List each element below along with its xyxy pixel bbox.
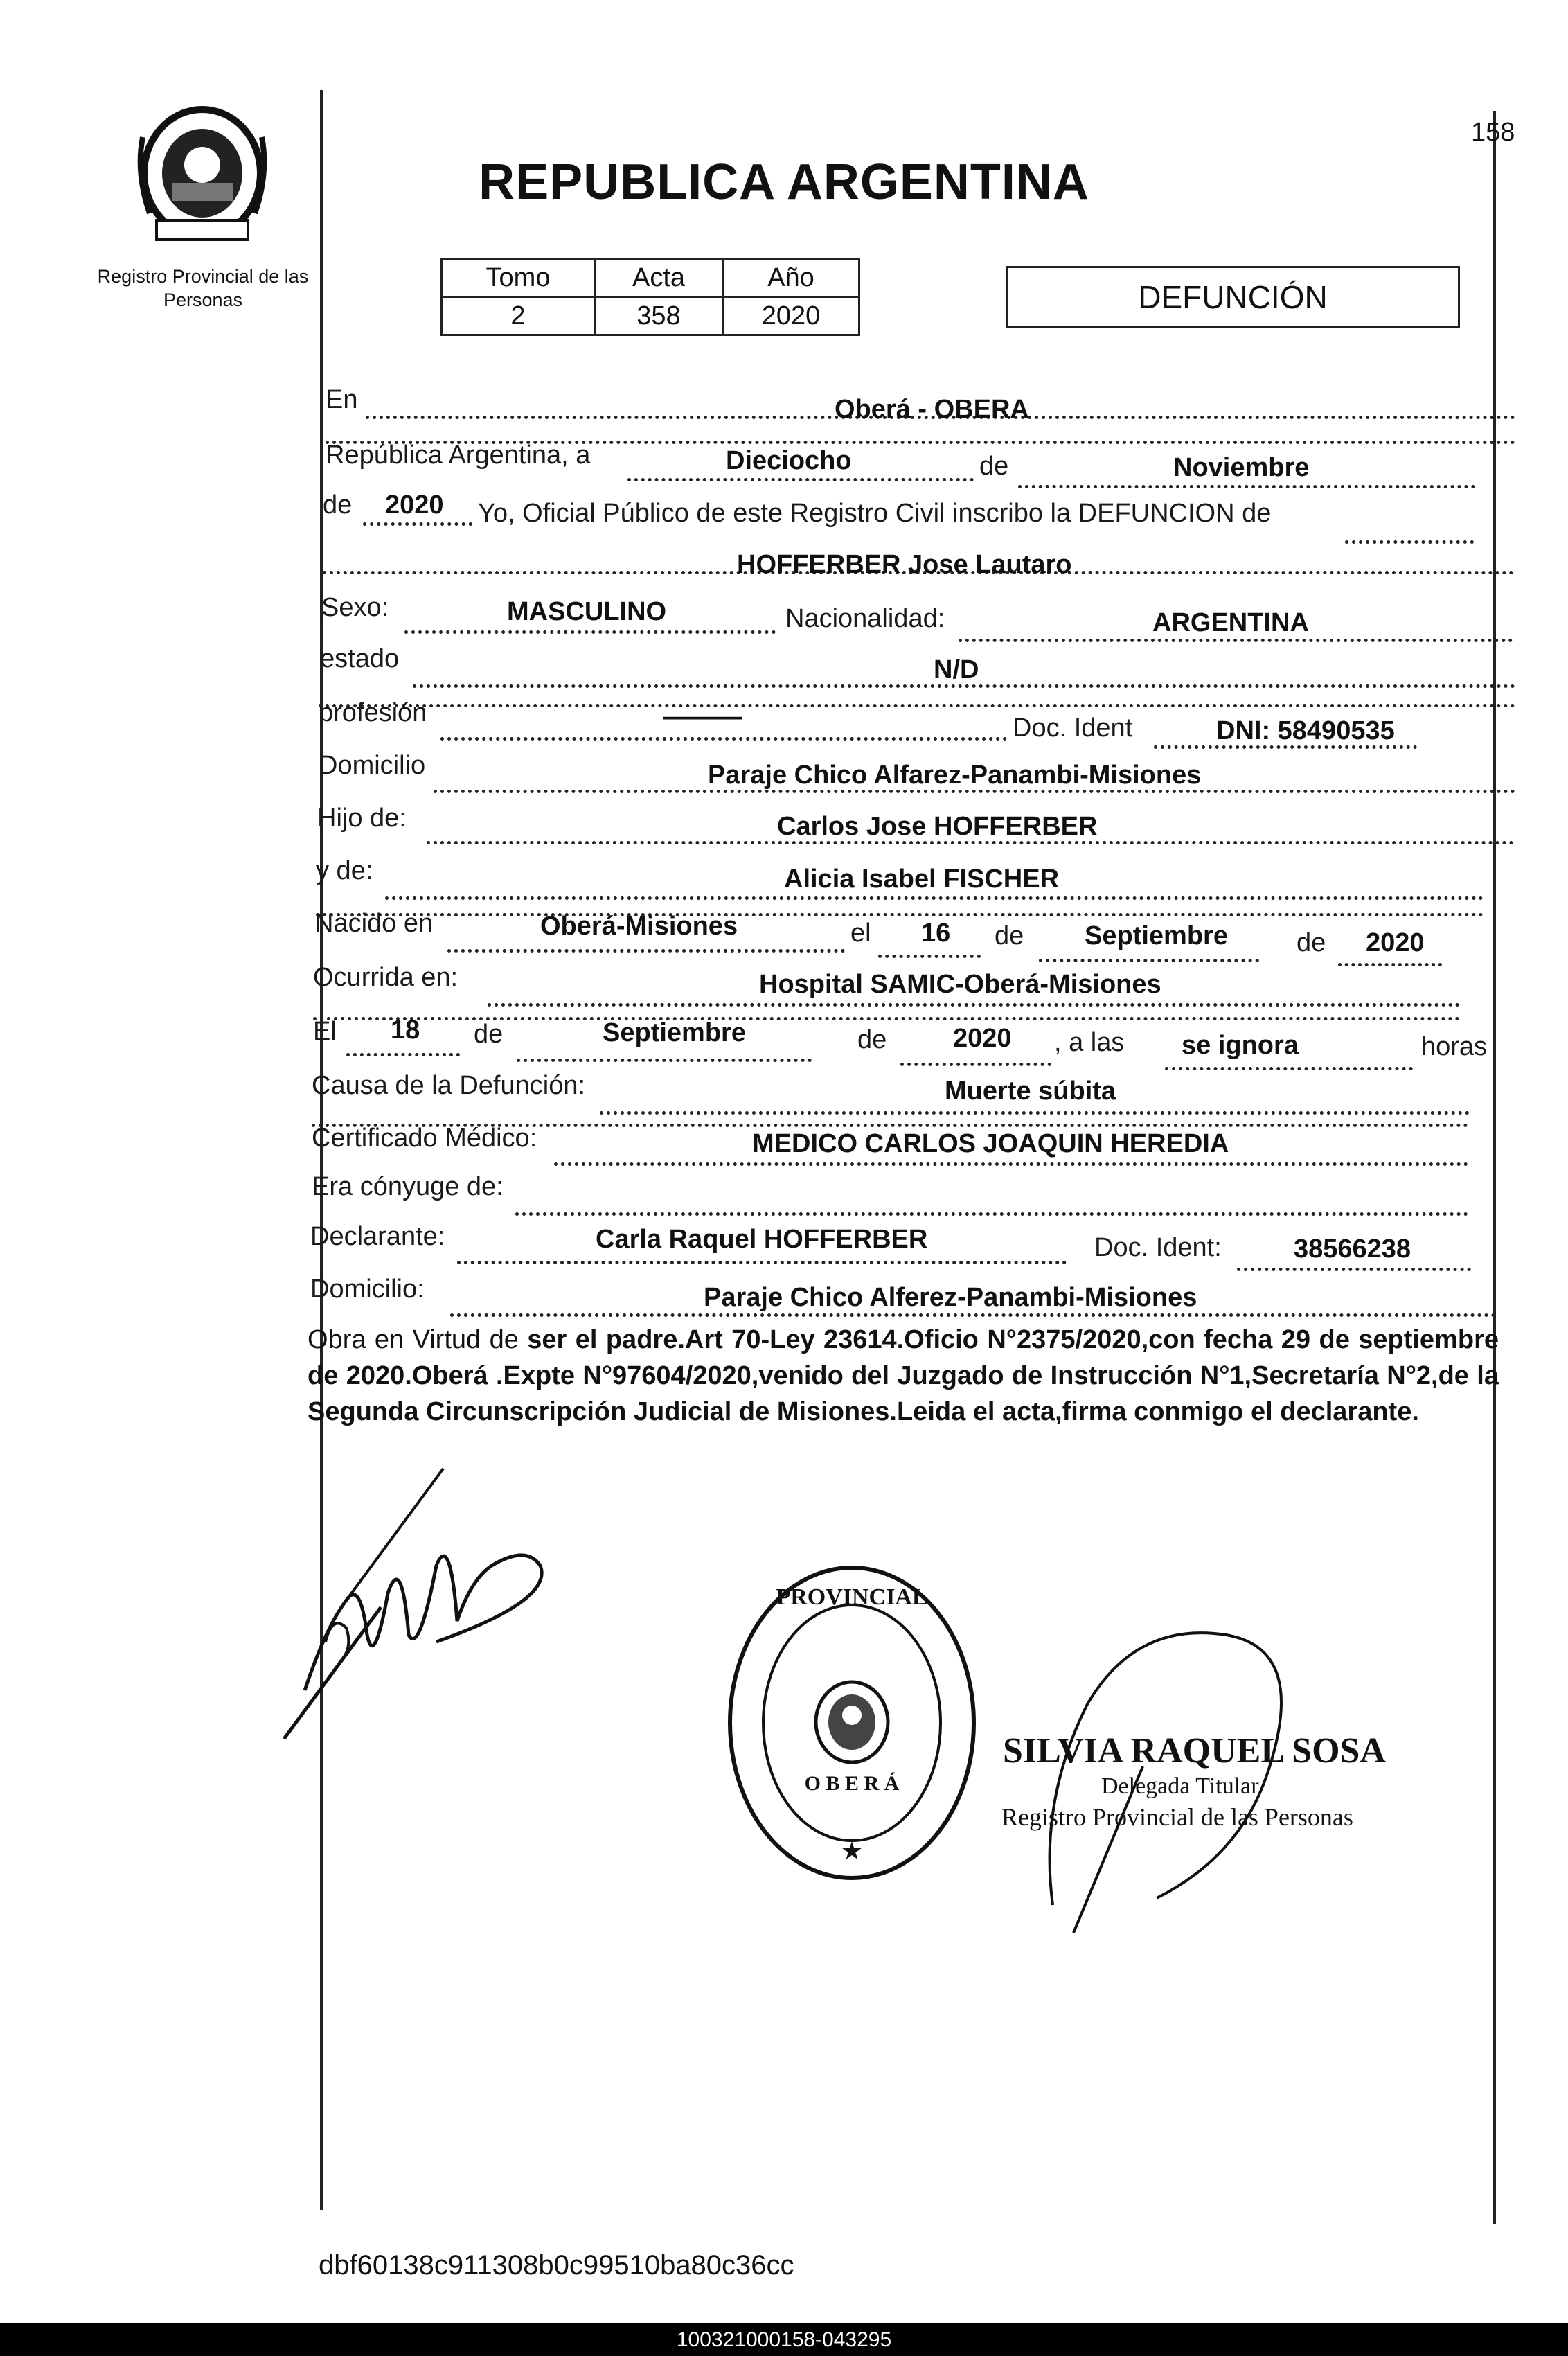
doc2-value: 38566238 <box>1294 1234 1411 1264</box>
domicilio2-value: Paraje Chico Alferez-Panambi-Misiones <box>704 1283 1197 1312</box>
acta-value: 358 <box>595 297 723 335</box>
dotted-line <box>447 949 845 953</box>
alas-label: , a las <box>1054 1028 1125 1057</box>
padre-value: Carlos Jose HOFFERBER <box>777 812 1098 841</box>
dia-value: Dieciocho <box>726 446 852 475</box>
hijo-label: Hijo de: <box>317 804 407 833</box>
domicilio-label: Domicilio <box>319 751 426 780</box>
dotted-line <box>1345 540 1474 544</box>
dotted-line <box>440 737 1007 741</box>
de-label-3: de <box>995 921 1024 950</box>
document-hash: dbf60138c911308b0c99510ba80c36cc <box>319 2250 794 2280</box>
nacido-value: Oberá-Misiones <box>540 912 738 941</box>
official-name: SILVIA RAQUEL SOSA <box>1003 1731 1386 1771</box>
el2-label: El <box>313 1017 337 1046</box>
dotted-line <box>627 478 974 481</box>
dotted-line <box>404 630 776 634</box>
def-dia-value: 18 <box>391 1016 420 1045</box>
doc-label: Doc. Ident <box>1013 714 1133 743</box>
svg-text:★: ★ <box>840 1836 864 1865</box>
obra-text: ser el padre.Art 70-Ley 23614.Oficio N°2375/2020,con fecha 29 de septiembre de 2020.Oberá .Expte N°97604/2020,venido del Juzgado de Instrucción N°1,Secretaría N°2,de la Segunda Circunscripción Judicial de Misiones.Leida el acta,firma conmigo el declarante. <box>308 1325 1499 1426</box>
certificado-label: Certificado Médico: <box>312 1124 537 1153</box>
mes-value: Noviembre <box>1173 453 1310 482</box>
dotted-line <box>517 1059 812 1062</box>
sexo-label: Sexo: <box>321 593 389 622</box>
en-label: En <box>326 385 358 414</box>
de-label-1: de <box>979 452 1009 481</box>
document-type-box <box>1006 266 1460 328</box>
nacionalidad-label: Nacionalidad: <box>785 604 945 633</box>
dotted-line <box>1237 1268 1471 1271</box>
tomo-value: 2 <box>442 297 595 335</box>
def-mes-value: Septiembre <box>603 1018 746 1047</box>
dotted-line <box>312 1124 1468 1127</box>
doc2-label: Doc. Ident: <box>1094 1233 1222 1262</box>
official-org: Registro Provincial de las Personas <box>1001 1803 1353 1831</box>
dotted-line <box>363 522 472 526</box>
right-margin-line <box>1493 111 1496 2224</box>
domicilio2-label: Domicilio: <box>310 1275 425 1304</box>
svg-text:O B E R Á: O B E R Á <box>804 1772 900 1795</box>
hora-value: se ignora <box>1182 1031 1299 1060</box>
dotted-line <box>1338 963 1442 966</box>
republica-label: República Argentina, a <box>326 441 591 470</box>
svg-text:PROVINCIAL: PROVINCIAL <box>776 1584 928 1610</box>
el-label: el <box>850 919 871 948</box>
dotted-line <box>900 1063 1051 1066</box>
dotted-line <box>515 1212 1468 1216</box>
causa-label: Causa de la Defunción: <box>312 1071 586 1100</box>
dotted-line <box>450 1313 1496 1317</box>
conyuge-label: Era cónyuge de: <box>312 1172 504 1201</box>
dotted-line <box>1165 1067 1413 1070</box>
official-role: Delegada Titular <box>1101 1773 1259 1799</box>
stamp-city <box>731 1714 738 1721</box>
dotted-line <box>346 1053 460 1056</box>
dotted-line <box>316 913 1484 916</box>
sexo-value: MASCULINO <box>507 597 667 626</box>
page-title: REPUBLICA ARGENTINA <box>479 154 1089 210</box>
declarante-label: Declarante: <box>310 1222 445 1251</box>
registry-label: Registro Provincial de las Personas <box>97 266 309 310</box>
stamp-outer-text <box>731 1700 738 1707</box>
nac-mes-value: Septiembre <box>1085 921 1228 950</box>
dotted-line <box>488 1003 1460 1007</box>
dotted-line <box>1018 485 1475 488</box>
nacido-label: Nacido en <box>314 909 434 938</box>
tomo-header: Tomo <box>442 259 595 297</box>
certificado-value: MEDICO CARLOS JOAQUIN HEREDIA <box>752 1129 1229 1158</box>
de-label-5: de <box>474 1020 504 1049</box>
dotted-line <box>600 1111 1470 1115</box>
dotted-line <box>878 955 981 958</box>
doc-value: DNI: 58490535 <box>1216 716 1395 745</box>
de-label-2: de <box>323 490 353 520</box>
anio-value: 2020 <box>723 297 859 335</box>
acta-header: Acta <box>595 259 723 297</box>
dotted-line <box>385 896 1484 900</box>
domicilio-value: Paraje Chico Alfarez-Panambi-Misiones <box>708 761 1202 790</box>
estado-label: estado <box>320 644 400 673</box>
nacionalidad-value: ARGENTINA <box>1152 608 1309 637</box>
declarant-signature <box>263 1462 623 1753</box>
dotted-line <box>1039 959 1259 962</box>
profesion-value: ——— <box>663 702 742 732</box>
horas-label: horas <box>1421 1032 1488 1061</box>
yde-label: y de: <box>316 856 373 885</box>
ocurrida-value: Hospital SAMIC-Oberá-Misiones <box>759 970 1161 999</box>
dotted-line <box>554 1162 1468 1166</box>
obra-lead: Obra en Virtud de <box>308 1325 519 1354</box>
register-table <box>440 258 860 336</box>
obra-paragraph <box>308 1322 1499 1430</box>
dotted-line <box>319 704 1515 707</box>
causa-value: Muerte súbita <box>945 1077 1116 1106</box>
nombre-value: HOFFERBER Jose Lautaro <box>737 550 1072 579</box>
def-anio-value: 2020 <box>953 1024 1012 1053</box>
page-number: 158 <box>1471 118 1515 147</box>
anio-header: Año <box>723 259 859 297</box>
estado-value: N/D <box>934 655 979 684</box>
oficial-text: Yo, Oficial Público de este Registro Civil inscribo la DEFUNCION de <box>478 499 1272 528</box>
ocurrida-label: Ocurrida en: <box>313 963 458 992</box>
de-label-4: de <box>1297 928 1326 957</box>
dotted-line <box>457 1261 1067 1264</box>
official-stamp <box>724 1561 979 1884</box>
barcode-footer: 100321000158-043295 <box>0 2323 1568 2356</box>
dotted-line <box>959 639 1513 642</box>
lugar-value: Oberá - OBERA <box>835 395 1029 424</box>
nac-dia-value: 16 <box>921 919 951 948</box>
declarante-value: Carla Raquel HOFFERBER <box>596 1225 928 1254</box>
anio-value: 2020 <box>385 490 444 520</box>
nac-anio-value: 2020 <box>1366 928 1425 957</box>
profesion-label: profesión <box>319 698 427 727</box>
madre-value: Alicia Isabel FISCHER <box>784 865 1060 894</box>
de-label-6: de <box>857 1025 887 1054</box>
document-type: DEFUNCIÓN <box>1138 279 1328 315</box>
